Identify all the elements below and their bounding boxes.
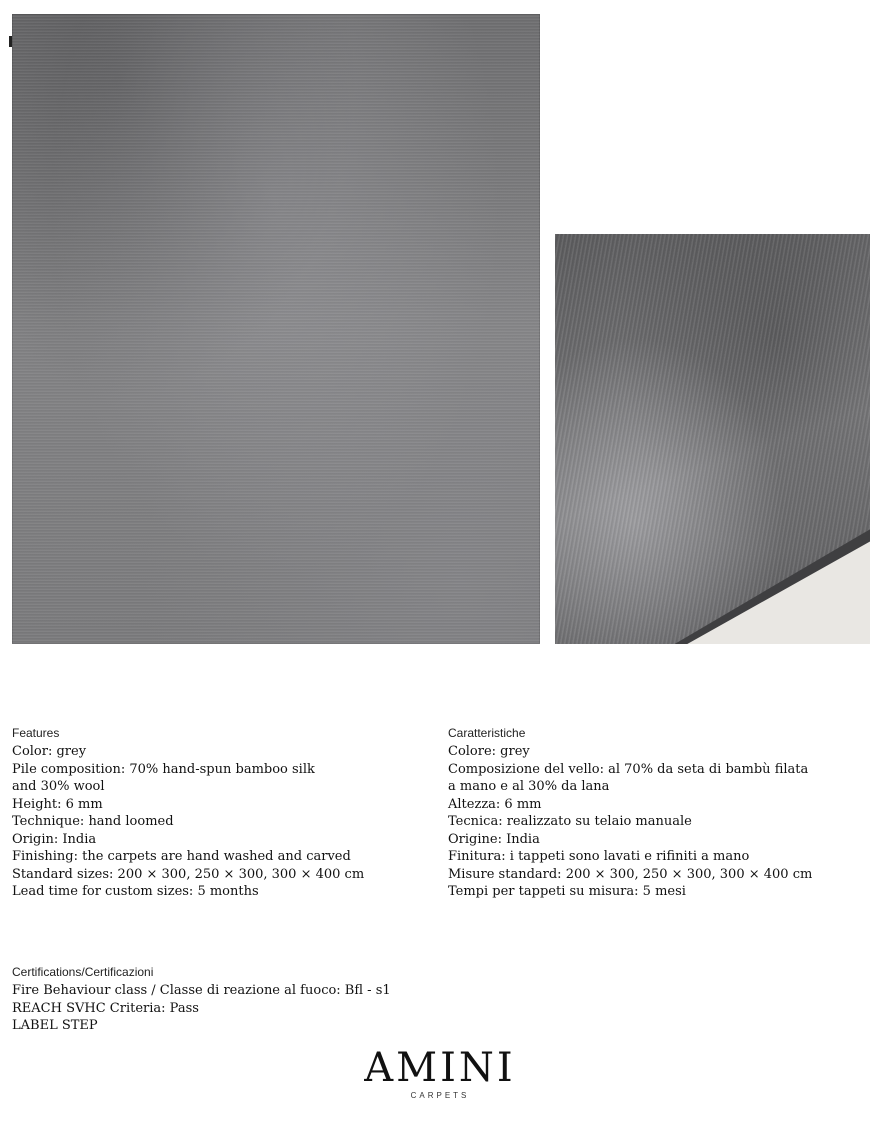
rug-main-image: [12, 14, 540, 644]
feature-line: Finishing: the carpets are hand washed and carved: [12, 849, 351, 864]
feature-line: Height: 6 mm: [12, 796, 103, 812]
certification-line: REACH SVHC Criteria: Pass: [12, 1000, 199, 1016]
caratteristica-line: Origine: India: [448, 831, 540, 847]
caratteristica-line: Altezza: 6 mm: [448, 796, 542, 812]
rug-pile-texture: [555, 234, 870, 644]
feature-line: Technique: hand loomed: [12, 814, 174, 829]
caratteristica-line: Misure standard: 200 × 300, 250 × 300, 300 × 400 cm: [448, 866, 813, 882]
image-corner-mark: [9, 36, 12, 47]
logo-wordmark: AMINI: [364, 1045, 516, 1091]
caratteristica-line: a mano e al 30% da lana: [448, 779, 610, 794]
certifications-block: [12, 965, 512, 1035]
caratteristica-line: Finitura: i tappeti sono lavati e rifiniti a mano: [448, 849, 750, 864]
certification-line: Fire Behaviour class / Classe di reazione al fuoco: Bfl - s1: [12, 983, 391, 998]
caratteristiche-heading: Caratteristiche: [448, 726, 526, 740]
features-column: [12, 726, 432, 901]
certifications-heading: Certifications/Certificazioni: [12, 965, 154, 979]
caratteristica-line: Tempi per tappeti su misura: 5 mesi: [448, 884, 686, 899]
features-heading: Features: [12, 726, 60, 740]
amini-logo: [340, 1046, 540, 1101]
caratteristica-line: Composizione del vello: al 70% da seta di bambù filata: [448, 761, 809, 777]
feature-line: Color: grey: [12, 744, 87, 759]
certification-line: LABEL STEP: [12, 1018, 98, 1033]
rug-detail-image: [555, 234, 870, 644]
caratteristica-line: Colore: grey: [448, 744, 530, 759]
feature-line: Lead time for custom sizes: 5 months: [12, 884, 259, 899]
logo-subtitle: CARPETS: [410, 1091, 470, 1100]
caratteristica-line: Tecnica: realizzato su telaio manuale: [448, 814, 692, 829]
feature-line: Pile composition: 70% hand-spun bamboo silk: [12, 761, 315, 777]
feature-line: and 30% wool: [12, 779, 105, 794]
feature-line: Origin: India: [12, 831, 97, 847]
feature-line: Standard sizes: 200 × 300, 250 × 300, 300 × 400 cm: [12, 866, 365, 882]
caratteristiche-column: [448, 726, 868, 901]
